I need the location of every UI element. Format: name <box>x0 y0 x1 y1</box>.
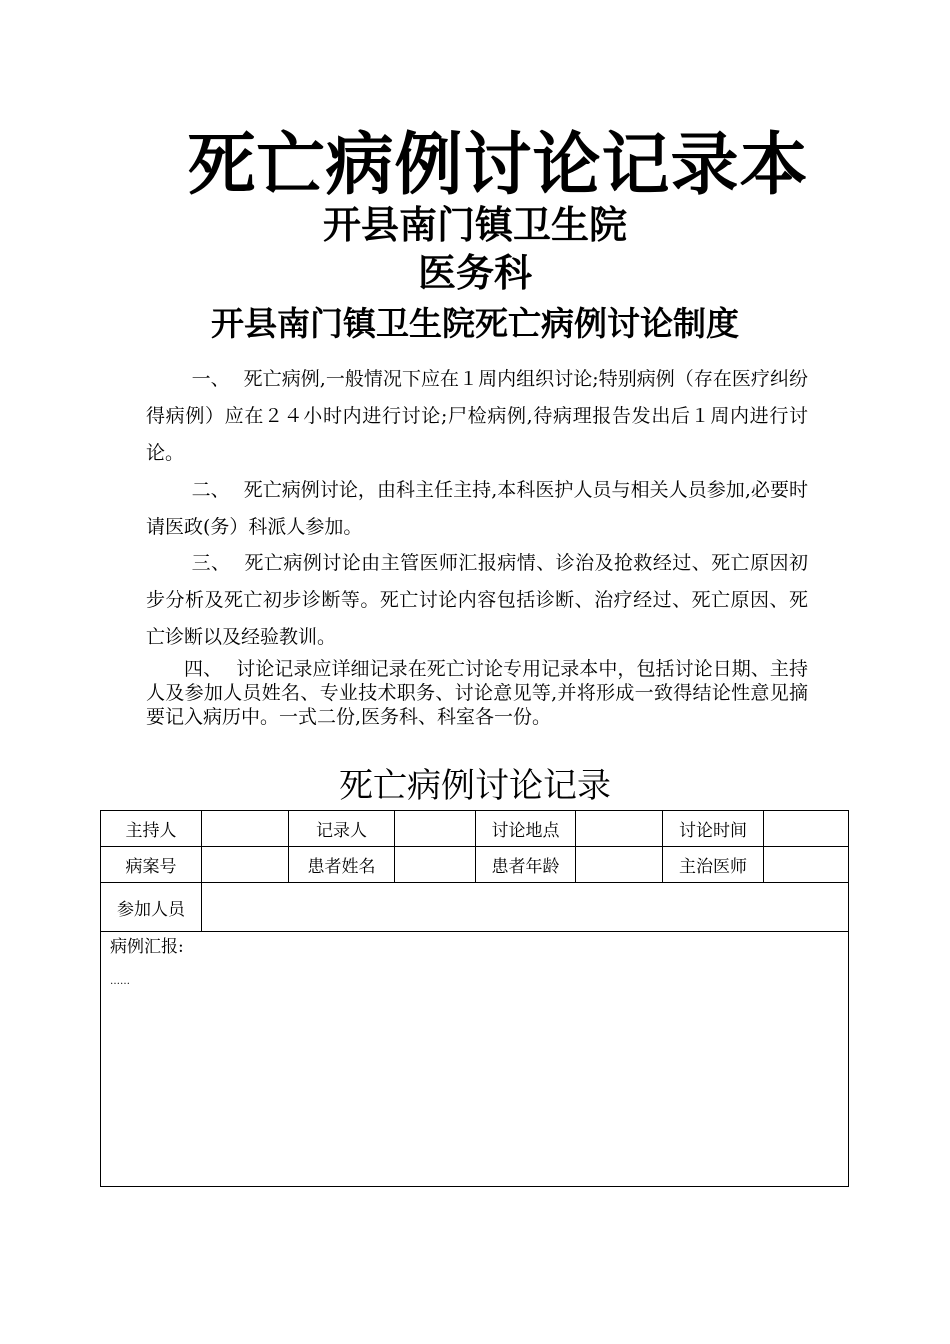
main-title: 死亡病例讨论记录本 <box>187 126 809 205</box>
host-label: 主持人 <box>101 811 202 847</box>
participants-label: 参加人员 <box>101 883 202 932</box>
patient-age-label: 患者年龄 <box>476 847 576 883</box>
policy-item-3 <box>146 545 808 656</box>
policy-item-text: 讨论记录应详细记录在死亡讨论专用记录本中，包括讨论日期、主持人及参加人员姓名、专业技术职务、讨论意见等,并将形成一致得结论性意见摘要记入病历中。一式二份,医务科、科室各一份。 <box>146 658 808 728</box>
discussion-record-table <box>100 810 849 1187</box>
patient-age-field[interactable] <box>576 847 663 883</box>
record-title: 死亡病例讨论记录 <box>339 766 611 806</box>
time-label: 讨论时间 <box>663 811 764 847</box>
policy-item-number: 一、 <box>191 368 230 390</box>
case-number-label: 病案号 <box>101 847 202 883</box>
department-name: 医务科 <box>417 251 532 295</box>
attending-doctor-label: 主治医师 <box>663 847 764 883</box>
policy-item-1 <box>146 361 808 472</box>
case-report-label: 病例汇报: <box>110 937 184 957</box>
patient-name-field[interactable] <box>395 847 476 883</box>
table-row <box>101 847 849 883</box>
policy-item-2 <box>146 472 808 546</box>
policy-title: 开县南门镇卫生院死亡病例讨论制度 <box>211 304 739 343</box>
policy-item-number: 二、 <box>191 479 230 501</box>
time-field[interactable] <box>764 811 849 847</box>
case-number-field[interactable] <box>202 847 289 883</box>
policy-item-text: 死亡病例讨论，由科主任主持,本科医护人员与相关人员参加,必要时请医政(务）科派人参加。 <box>146 479 808 538</box>
host-field[interactable] <box>202 811 289 847</box>
table-row <box>101 932 849 1187</box>
table-row <box>101 811 849 847</box>
participants-field[interactable] <box>202 883 849 932</box>
case-report-field[interactable] <box>101 932 849 1187</box>
patient-name-label: 患者姓名 <box>289 847 395 883</box>
policy-item-4 <box>146 657 808 729</box>
policy-item-number: 四、 <box>184 658 223 680</box>
policy-item-number: 三、 <box>191 552 231 574</box>
location-field[interactable] <box>576 811 663 847</box>
recorder-field[interactable] <box>395 811 476 847</box>
hospital-name: 开县南门镇卫生院 <box>322 203 627 247</box>
attending-doctor-field[interactable] <box>764 847 849 883</box>
case-report-placeholder: …… <box>110 976 130 987</box>
table-row <box>101 883 849 932</box>
recorder-label: 记录人 <box>289 811 395 847</box>
policy-item-text: 死亡病例,一般情况下应在１周内组织讨论;特别病例（存在医疗纠纷得病例）应在２４小时内进行讨论;尸检病例,待病理报告发出后１周内进行讨论。 <box>146 368 808 464</box>
location-label: 讨论地点 <box>476 811 576 847</box>
policy-item-text: 死亡病例讨论由主管医师汇报病情、诊治及抢救经过、死亡原因初步分析及死亡初步诊断等。死亡讨论内容包括诊断、治疗经过、死亡原因、死亡诊断以及经验教训。 <box>146 552 808 648</box>
